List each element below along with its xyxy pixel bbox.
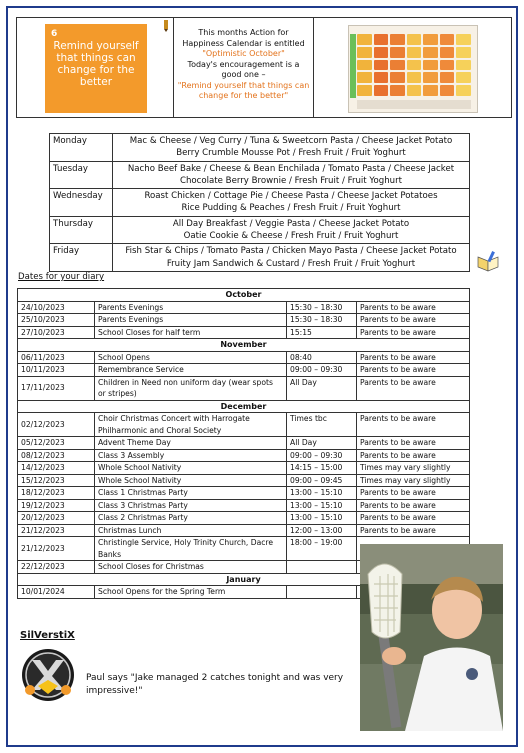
- calendar-day-tile: [357, 72, 372, 83]
- calendar-day-tile: [456, 72, 471, 83]
- event-date: 17/11/2023: [18, 376, 95, 400]
- event-note: Parents to be aware: [357, 413, 470, 437]
- event-time: 09:00 – 09:30: [287, 449, 357, 462]
- event-note: Parents to be aware: [357, 376, 470, 400]
- event-name: School Closes for Christmas: [95, 561, 287, 574]
- calendar-day-tile: [440, 60, 455, 71]
- menu-row: [50, 216, 470, 244]
- month-label: December: [18, 400, 470, 413]
- event-name: School Closes for half term: [95, 326, 287, 339]
- coach-quote: Paul says "Jake managed 2 catches tonight and was very impressive!": [86, 673, 344, 696]
- event-name: Class 1 Christmas Party: [95, 487, 287, 500]
- menu-day: Thursday: [50, 216, 113, 244]
- event-name: Class 3 Christmas Party: [95, 499, 287, 512]
- event-note: Times may vary slightly: [357, 474, 470, 487]
- calendar-day-tile: [390, 85, 405, 96]
- event-date: 06/11/2023: [18, 351, 95, 364]
- event-time: Times tbc: [287, 413, 357, 437]
- calendar-day-tile: [407, 85, 422, 96]
- event-note: Parents to be aware: [357, 487, 470, 500]
- event-date: 19/12/2023: [18, 499, 95, 512]
- calendar-day-tile: [390, 72, 405, 83]
- table-row: [18, 462, 470, 475]
- menu-main: Roast Chicken / Cottage Pie / Cheese Pasta / Cheese Jacket Potatoes: [144, 191, 438, 202]
- calendar-day-tile: [456, 47, 471, 58]
- menu-day: Friday: [50, 244, 113, 272]
- menu-day: Monday: [50, 134, 113, 162]
- event-name: Parents Evenings: [95, 301, 287, 314]
- action-title: "Optimistic October": [202, 49, 285, 58]
- event-date: 22/12/2023: [18, 561, 95, 574]
- calendar-day-tile: [374, 85, 389, 96]
- menu-dessert: Chocolate Berry Brownie / Fresh Fruit / Fruit Yoghurt: [179, 175, 403, 186]
- event-name: Whole School Nativity: [95, 474, 287, 487]
- calendar-day-tile: [440, 85, 455, 96]
- menu-day: Tuesday: [50, 161, 113, 189]
- event-time: 13:00 – 15:10: [287, 499, 357, 512]
- event-name: Class 3 Assembly: [95, 449, 287, 462]
- table-row: [18, 499, 470, 512]
- card-number: 6: [51, 29, 58, 39]
- month-row: [18, 400, 470, 413]
- event-date: 14/12/2023: [18, 462, 95, 475]
- table-row: [18, 512, 470, 525]
- event-date: 15/12/2023: [18, 474, 95, 487]
- event-date: 21/12/2023: [18, 537, 95, 561]
- event-time: 15:30 – 18:30: [287, 314, 357, 327]
- event-date: 10/01/2024: [18, 586, 95, 599]
- event-note: Parents to be aware: [357, 512, 470, 525]
- event-name: Christmas Lunch: [95, 524, 287, 537]
- event-time: 08:40: [287, 351, 357, 364]
- calendar-day-tile: [357, 60, 372, 71]
- event-name: Parents Evenings: [95, 314, 287, 327]
- header-banner: [16, 17, 512, 118]
- table-row: [18, 301, 470, 314]
- silverstix-title: SilVerstiX: [20, 630, 75, 641]
- event-note: Parents to be aware: [357, 326, 470, 339]
- calendar-day-tile: [357, 47, 372, 58]
- event-date: 10/11/2023: [18, 364, 95, 377]
- menu-row: [50, 161, 470, 189]
- event-date: 05/12/2023: [18, 437, 95, 450]
- calendar-day-tile: [390, 47, 405, 58]
- table-row: [18, 524, 470, 537]
- calendar-day-tile: [440, 47, 455, 58]
- calendar-day-tile: [423, 34, 438, 45]
- calendar-day-tile: [374, 34, 389, 45]
- calendar-day-tile: [423, 47, 438, 58]
- event-time: 12:00 – 13:00: [287, 524, 357, 537]
- event-name: School Opens for the Spring Term: [95, 586, 287, 599]
- action-quote: "Remind yourself that things can change for the better": [177, 80, 310, 100]
- happiness-card-cell: [17, 18, 174, 117]
- event-time: 18:00 – 19:00: [287, 537, 357, 561]
- student-photo: [360, 544, 503, 731]
- calendar-day-tile: [357, 34, 372, 45]
- event-time: [287, 561, 357, 574]
- table-row: [18, 326, 470, 339]
- event-note: Parents to be aware: [357, 499, 470, 512]
- calendar-day-tile: [407, 72, 422, 83]
- event-name: School Opens: [95, 351, 287, 364]
- month-row: [18, 339, 470, 352]
- pencil-icon: [161, 20, 171, 32]
- menu-main: Mac & Cheese / Veg Curry / Tuna & Sweetcorn Pasta / Cheese Jacket Potato: [129, 136, 453, 146]
- menu-row: [50, 189, 470, 217]
- diary-heading: Dates for your diary: [18, 272, 105, 282]
- menu-main: Fish Star & Chips / Tomato Pasta / Chicken Mayo Pasta / Cheese Jacket Potato: [125, 246, 457, 257]
- calendar-day-tile: [456, 85, 471, 96]
- calendar-day-tile: [374, 60, 389, 71]
- menu-row: [50, 134, 470, 162]
- event-time: [287, 586, 357, 599]
- event-name: Whole School Nativity: [95, 462, 287, 475]
- table-row: [18, 437, 470, 450]
- table-row: [18, 314, 470, 327]
- event-note: Parents to be aware: [357, 301, 470, 314]
- event-time: 14:15 – 15:00: [287, 462, 357, 475]
- event-date: 25/10/2023: [18, 314, 95, 327]
- event-name: Christingle Service, Holy Trinity Church, Dacre Banks: [95, 537, 287, 561]
- calendar-day-tile: [407, 47, 422, 58]
- happiness-calendar-image: [348, 25, 478, 113]
- event-time: 13:00 – 15:10: [287, 512, 357, 525]
- table-row: [18, 474, 470, 487]
- month-label: January: [18, 573, 470, 586]
- event-note: Parents to be aware: [357, 314, 470, 327]
- event-name: Choir Christmas Concert with Harrogate Philharmonic and Choral Society: [95, 413, 287, 437]
- calendar-day-tile: [407, 34, 422, 45]
- event-name: Children in Need non uniform day (wear spots or stripes): [95, 376, 287, 400]
- event-time: 09:00 – 09:30: [287, 364, 357, 377]
- event-note: Parents to be aware: [357, 437, 470, 450]
- silverstix-logo-icon: [20, 646, 76, 704]
- table-row: [18, 376, 470, 400]
- card-text: Remind yourself that things can change for the better: [53, 40, 139, 88]
- event-name: Remembrance Service: [95, 364, 287, 377]
- event-note: Parents to be aware: [357, 364, 470, 377]
- menu-row: [50, 244, 470, 272]
- month-label: October: [18, 289, 470, 302]
- book-icon: [476, 249, 500, 273]
- event-note: Parents to be aware: [357, 524, 470, 537]
- menu-main: All Day Breakfast / Veggie Pasta / Cheese Jacket Potato: [172, 218, 410, 229]
- calendar-cell: [314, 18, 511, 117]
- menu-main: Nacho Beef Bake / Cheese & Bean Enchilada / Tomato Pasta / Cheese Jacket: [127, 163, 455, 174]
- calendar-day-tile: [390, 60, 405, 71]
- menu-dessert: Oatie Cookie & Cheese / Fresh Fruit / Fruit Yoghurt: [183, 231, 399, 242]
- lunch-menu-table: [49, 133, 470, 272]
- calendar-day-tile: [456, 34, 471, 45]
- calendar-day-tile: [423, 60, 438, 71]
- month-row: [18, 289, 470, 302]
- menu-dessert: Berry Crumble Mousse Pot / Fresh Fruit / Fruit Yoghurt: [176, 148, 406, 159]
- calendar-day-tile: [357, 85, 372, 96]
- event-date: 20/12/2023: [18, 512, 95, 525]
- table-row: [18, 449, 470, 462]
- happiness-card: [45, 24, 147, 113]
- calendar-day-tile: [456, 60, 471, 71]
- action-encouragement: Today's encouragement is a good one –: [187, 59, 300, 79]
- calendar-day-tile: [407, 60, 422, 71]
- event-date: 24/10/2023: [18, 301, 95, 314]
- event-time: All Day: [287, 376, 357, 400]
- menu-dessert: Rice Pudding & Peaches / Fresh Fruit / Fruit Yoghurt: [181, 203, 401, 214]
- table-row: [18, 487, 470, 500]
- event-name: Class 2 Christmas Party: [95, 512, 287, 525]
- event-note: Parents to be aware: [357, 351, 470, 364]
- menu-day: Wednesday: [50, 189, 113, 217]
- calendar-day-tile: [423, 72, 438, 83]
- event-time: 15:30 – 18:30: [287, 301, 357, 314]
- calendar-day-tile: [440, 34, 455, 45]
- calendar-day-tile: [374, 47, 389, 58]
- table-row: [18, 351, 470, 364]
- event-date: 18/12/2023: [18, 487, 95, 500]
- calendar-day-tile: [390, 34, 405, 45]
- calendar-day-tile: [374, 72, 389, 83]
- table-row: [18, 364, 470, 377]
- table-row: [18, 413, 470, 437]
- event-time: 13:00 – 15:10: [287, 487, 357, 500]
- event-time: 15:15: [287, 326, 357, 339]
- calendar-day-tile: [440, 72, 455, 83]
- event-date: 21/12/2023: [18, 524, 95, 537]
- calendar-day-tile: [423, 85, 438, 96]
- event-date: 08/12/2023: [18, 449, 95, 462]
- event-time: All Day: [287, 437, 357, 450]
- event-time: 09:00 – 09:45: [287, 474, 357, 487]
- event-date: 27/10/2023: [18, 326, 95, 339]
- event-date: 02/12/2023: [18, 413, 95, 437]
- menu-dessert: Fruity Jam Sandwich & Custard / Fresh Fruit / Fruit Yoghurt: [166, 258, 416, 269]
- event-note: Parents to be aware: [357, 449, 470, 462]
- event-note: Times may vary slightly: [357, 462, 470, 475]
- action-intro: This months Action for Happiness Calendar is entitled: [182, 28, 305, 48]
- month-label: November: [18, 339, 470, 352]
- action-text-cell: [174, 18, 314, 117]
- event-name: Advent Theme Day: [95, 437, 287, 450]
